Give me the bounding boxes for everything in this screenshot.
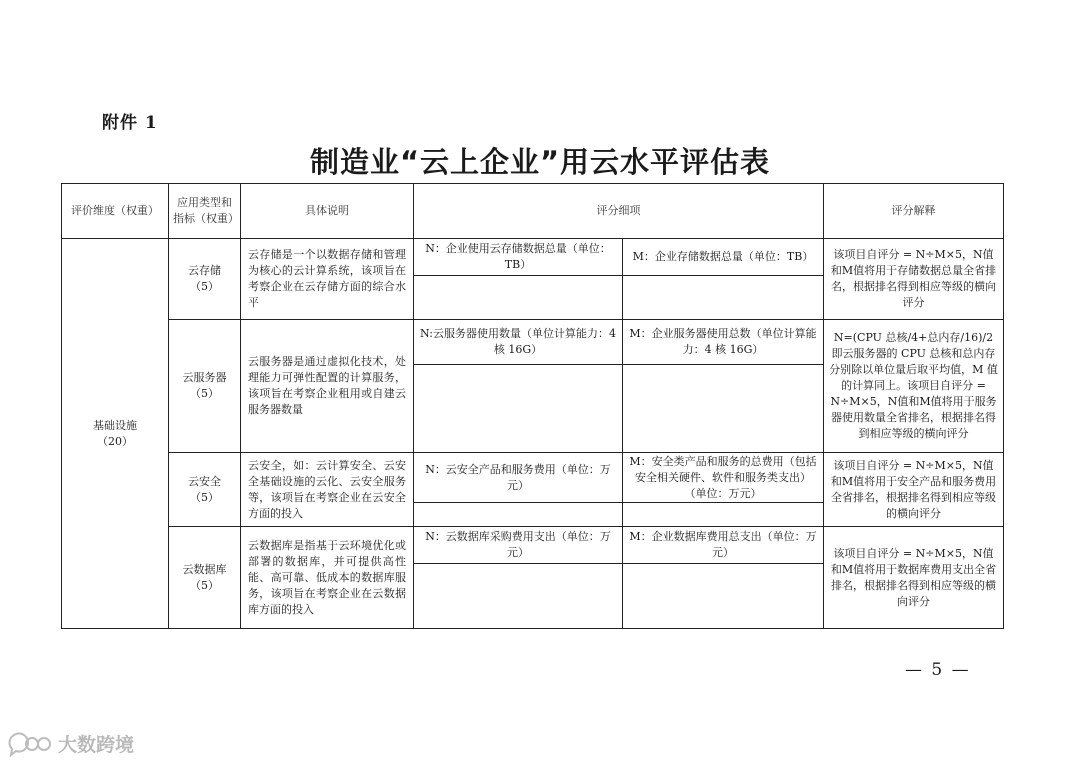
description-cell: 云存储是一个以数据存储和管理为核心的云计算系统，该项旨在考察企业在云存储方面的综合水平: [241, 239, 414, 320]
n-value-cell[interactable]: [414, 276, 623, 320]
n-item-cell: N:云服务器使用数量（单位计算能力：4 核 16G）: [414, 320, 623, 365]
app-type-name: 云存储: [188, 264, 221, 277]
app-type-cell: [169, 527, 241, 629]
header-app-type: 应用类型和指标（权重）: [169, 184, 241, 239]
header-interpretation: 评分解释: [824, 184, 1004, 239]
evaluation-table: [61, 183, 1004, 629]
description-cell: 云安全，如：云计算安全、云安全基础设施的云化、云安全服务等，该项旨在考察企业在云安全方面的投入: [241, 453, 414, 527]
app-type-name: 云安全: [188, 474, 221, 488]
m-item-cell: M：企业数据库费用总支出（单位：万元）: [623, 527, 824, 564]
m-value-cell[interactable]: [623, 503, 824, 527]
m-item-cell: M：企业服务器使用总数（单位计算能力：4 核 16G）: [623, 320, 824, 365]
app-type-cell: [169, 239, 241, 320]
app-type-name: 云数据库: [182, 562, 227, 576]
table-row: [62, 527, 1004, 564]
app-type-weight: （5）: [190, 490, 219, 504]
speech-bubble-logo-icon: [8, 731, 52, 757]
dimension-cell: [62, 239, 169, 629]
interpretation-cell: 该项目自评分 = N÷M×5，N值和M值将用于存储数据总量全省排名，根据排名得到相应等级的横向评分: [824, 239, 1004, 320]
watermark-text: 大数跨境: [58, 734, 135, 756]
interpretation-cell: N=(CPU 总核/4+总内存/16)/2 即云服务器的 CPU 总核和总内存分别除以单位量后取平均值，M 值的计算同上。该项目自评分 = N÷M×5，N值和M值将用于服务器使用数量全省排名，根据排名得到相应等级的横向评分: [824, 320, 1004, 453]
n-value-cell[interactable]: [414, 503, 623, 527]
m-item-cell: M：企业存储数据总量（单位：TB）: [623, 239, 824, 276]
description-cell: 云数据库是指基于云环境优化或部署的数据库，并可提供高性能、高可靠、低成本的数据库服务，该项旨在考察企业在云数据库方面的投入: [241, 527, 414, 629]
interpretation-cell: 该项目自评分 = N÷M×5，N值和M值将用于数据库费用支出全省排名，根据排名得到相应等级的横向评分: [824, 527, 1004, 629]
n-value-cell[interactable]: [414, 365, 623, 453]
m-value-cell[interactable]: [623, 365, 824, 453]
attachment-label: 附件 1: [102, 113, 158, 133]
header-row: [62, 184, 1004, 239]
n-item-cell: N：企业使用云存储数据总量（单位：TB）: [414, 239, 623, 276]
app-type-cell: [169, 320, 241, 453]
app-type-name: 云服务器: [182, 371, 227, 384]
table-row: [62, 320, 1004, 365]
app-type-weight: （5）: [190, 387, 219, 400]
description-cell: 云服务器是通过虚拟化技术，处理能力可弹性配置的计算服务，该项旨在考察企业租用或自建云服务器数量: [241, 320, 414, 453]
interpretation-cell: 该项目自评分 = N÷M×5，N值和M值将用于安全产品和服务费用全省排名，根据排名得到相应等级的横向评分: [824, 453, 1004, 527]
app-type-weight: （5）: [190, 578, 219, 592]
app-type-weight: （5）: [190, 280, 219, 293]
n-value-cell[interactable]: [414, 564, 623, 629]
table-row: [62, 453, 1004, 503]
header-description: 具体说明: [241, 184, 414, 239]
n-item-cell: N：云安全产品和服务费用（单位：万元）: [414, 453, 623, 503]
header-dimension: 评价维度（权重）: [62, 184, 169, 239]
m-item-cell: M：安全类产品和服务的总费用（包括安全相关硬件、软件和服务类支出）（单位：万元）: [623, 453, 824, 503]
table-row: [62, 239, 1004, 276]
header-scoring: 评分细项: [414, 184, 824, 239]
n-item-cell: N：云数据库采购费用支出（单位：万元）: [414, 527, 623, 564]
watermark: [8, 730, 134, 757]
page-title: 制造业“云上企业”用云水平评估表: [309, 145, 771, 179]
m-value-cell[interactable]: [623, 276, 824, 320]
m-value-cell[interactable]: [623, 564, 824, 629]
app-type-cell: [169, 453, 241, 527]
dimension-weight: （20）: [97, 434, 133, 448]
dimension-name: 基础设施: [93, 418, 137, 432]
page-number: — 5 —: [905, 660, 971, 680]
